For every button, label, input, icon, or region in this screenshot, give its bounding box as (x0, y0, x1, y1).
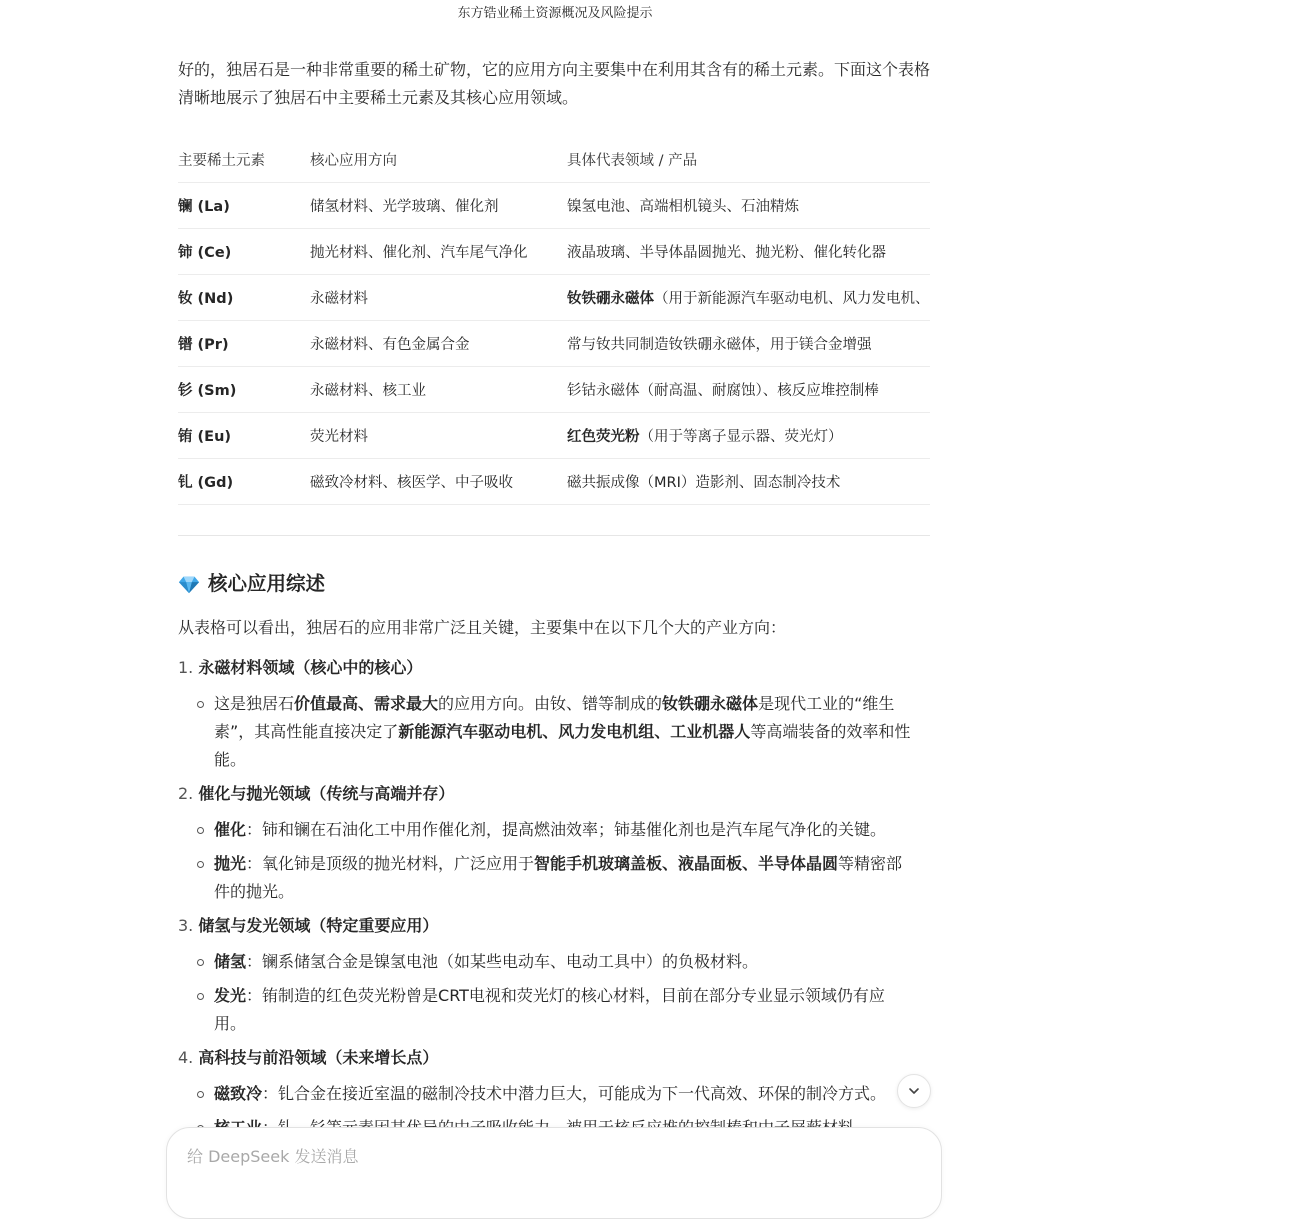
table-row (178, 275, 930, 321)
text-segment: ：镧系储氢合金是镍氢电池（如某些电动车、电动工具中）的负极材料。 (246, 952, 759, 971)
cell-products-text: 钐钴永磁体（耐高温、耐腐蚀）、核反应堆控制棒 (567, 383, 879, 399)
cell-element: 铈 (Ce) (178, 229, 310, 275)
cell-application: 储氢材料、光学玻璃、催化剂 (310, 183, 567, 229)
rare-earth-table (178, 136, 930, 505)
table-row (178, 183, 930, 229)
message-composer[interactable] (166, 1127, 942, 1219)
text-segment: ：铕制造的红色荧光粉曾是CRT电视和荧光灯的核心材料，目前在部分专业显示领域仍有应用。 (214, 986, 885, 1033)
column-header-products: 具体代表领域 / 产品 (567, 136, 930, 183)
divider (178, 535, 930, 536)
cell-element: 镨 (Pr) (178, 321, 310, 367)
text-segment: 等精密部件的抛光。 (214, 854, 903, 901)
bold-text: 储氢 (214, 952, 247, 971)
cell-products-bold: 钕铁硼永磁体 (567, 291, 654, 307)
bold-text: 发光 (214, 986, 247, 1005)
bullet-item (214, 850, 914, 906)
text-segment: 等高端装备的效率和性能。 (214, 722, 911, 769)
bold-text: 钕铁硼永磁体 (662, 694, 759, 713)
section-lead: 从表格可以看出，独居石的应用非常广泛且关键，主要集中在以下几个大的产业方向： (178, 618, 787, 637)
cell-application: 荧光材料 (310, 413, 567, 459)
message-content (178, 56, 930, 1148)
cell-element: 镧 (La) (178, 183, 310, 229)
scroll-to-bottom-button[interactable] (897, 1074, 931, 1108)
bullet-item (214, 982, 914, 1038)
list-item-heading (178, 1044, 930, 1072)
cell-application: 抛光材料、催化剂、汽车尾气净化 (310, 229, 567, 275)
bullet-list (178, 690, 930, 774)
cell-products-text: 磁共振成像（MRI）造影剂、固态制冷技术 (567, 475, 841, 491)
conversation-title: 东方锆业稀土资源概况及风险提示 (457, 6, 653, 21)
gem-icon (178, 573, 200, 595)
cell-element: 钐 (Sm) (178, 367, 310, 413)
bold-text: 新能源汽车驱动电机、风力发电机组、工业机器人 (398, 722, 751, 741)
column-header-application: 核心应用方向 (310, 136, 567, 183)
cell-products (567, 275, 930, 321)
text-segment: 的应用方向。由钕、镨等制成的 (438, 694, 663, 713)
cell-products (567, 367, 930, 413)
cell-element: 钕 (Nd) (178, 275, 310, 321)
cell-application: 永磁材料 (310, 275, 567, 321)
list-item (178, 912, 930, 1038)
list-item-heading (178, 780, 930, 808)
text-segment: 是现代工业的“维生素”，其高性能直接决定了 (214, 694, 895, 741)
cell-element: 铕 (Eu) (178, 413, 310, 459)
bold-text: 抛光 (214, 854, 247, 873)
table-row (178, 367, 930, 413)
section-title: 核心应用综述 (208, 572, 326, 595)
list-item (178, 780, 930, 906)
bullet-item (214, 816, 914, 844)
bold-text: 价值最高、需求最大 (294, 694, 439, 713)
list-item (178, 654, 930, 774)
bullet-item (214, 690, 914, 774)
cell-products-text: 镍氢电池、高端相机镜头、石油精炼 (567, 199, 799, 215)
cell-products-text: （用于等离子显示器、荧光灯） (639, 429, 843, 445)
cell-products (567, 321, 930, 367)
cell-products-text: 常与钕共同制造钕铁硼永磁体，用于镁合金增强 (567, 337, 872, 353)
list-heading-text: 永磁材料领域（核心中的核心） (198, 658, 423, 677)
cell-products-text: （用于新能源汽车驱动电机、风力发电机、 (654, 291, 930, 307)
table-row (178, 321, 930, 367)
bold-text: 催化 (214, 820, 247, 839)
table-row (178, 413, 930, 459)
cell-products (567, 183, 930, 229)
cell-application: 永磁材料、有色金属合金 (310, 321, 567, 367)
bullet-item (214, 1080, 914, 1108)
message-input[interactable] (185, 1142, 909, 1170)
cell-element: 钆 (Gd) (178, 459, 310, 505)
cell-products (567, 413, 930, 459)
list-item-heading (178, 912, 930, 940)
list-number: 1. (178, 658, 194, 677)
application-list (178, 654, 930, 1142)
chevron-down-icon (907, 1084, 921, 1098)
text-segment: ：氧化铈是顶级的抛光材料，广泛应用于 (246, 854, 535, 873)
bullet-list (178, 816, 930, 906)
bullet-list (178, 948, 930, 1038)
cell-products (567, 229, 930, 275)
text-segment: ：铈和镧在石油化工中用作催化剂，提高燃油效率；铈基催化剂也是汽车尾气净化的关键。 (246, 820, 887, 839)
table-container (178, 136, 930, 505)
bullet-item (214, 948, 914, 976)
bold-text: 智能手机玻璃盖板、液晶面板、半导体晶圆 (534, 854, 839, 873)
table-row (178, 229, 930, 275)
column-header-element: 主要稀土元素 (178, 136, 310, 183)
list-heading-text: 储氢与发光领域（特定重要应用） (198, 916, 439, 935)
list-heading-text: 催化与抛光领域（传统与高端并存） (198, 784, 455, 803)
text-segment: 这是独居石 (214, 694, 295, 713)
cell-application: 永磁材料、核工业 (310, 367, 567, 413)
list-number: 3. (178, 916, 194, 935)
cell-products (567, 459, 930, 505)
section-heading (178, 570, 930, 598)
list-number: 4. (178, 1048, 194, 1067)
text-segment: ：钆合金在接近室温的磁制冷技术中潜力巨大，可能成为下一代高效、环保的制冷方式。 (262, 1084, 887, 1103)
intro-paragraph: 好的，独居石是一种非常重要的稀土矿物，它的应用方向主要集中在利用其含有的稀土元素。下面这个表格清晰地展示了独居石中主要稀土元素及其核心应用领域。 (178, 60, 931, 107)
list-item-heading (178, 654, 930, 682)
bold-text: 磁致冷 (214, 1084, 263, 1103)
list-heading-text: 高科技与前沿领域（未来增长点） (198, 1048, 439, 1067)
cell-application: 磁致冷材料、核医学、中子吸收 (310, 459, 567, 505)
table-header-row (178, 136, 930, 183)
cell-products-text: 液晶玻璃、半导体晶圆抛光、抛光粉、催化转化器 (567, 245, 886, 261)
list-number: 2. (178, 784, 194, 803)
table-row (178, 459, 930, 505)
cell-products-bold: 红色荧光粉 (567, 429, 640, 445)
